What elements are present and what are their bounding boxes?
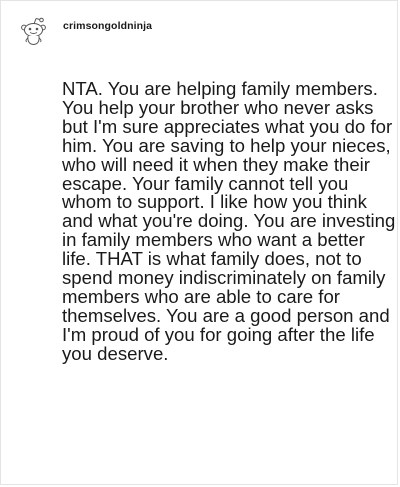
avatar[interactable] — [17, 15, 49, 47]
snoo-avatar-icon — [17, 15, 49, 47]
comment-body: NTA. You are helping family members. You help your brother who never asks but I'm sure appreciates what you do for him. You are saving to help your nieces, who will need it when they make their escape. Your family cannot tell you whom to support. I like how you think and what you're doing. You are investing in family members who want a better life. THAT is what family does, not to spend money indiscriminately on family members who are able to care for themselves. You are a good person and I'm proud of you for going after the life you deserve. — [62, 78, 396, 364]
comment-header — [17, 15, 152, 47]
username[interactable]: crimsongoldninja — [63, 20, 153, 32]
